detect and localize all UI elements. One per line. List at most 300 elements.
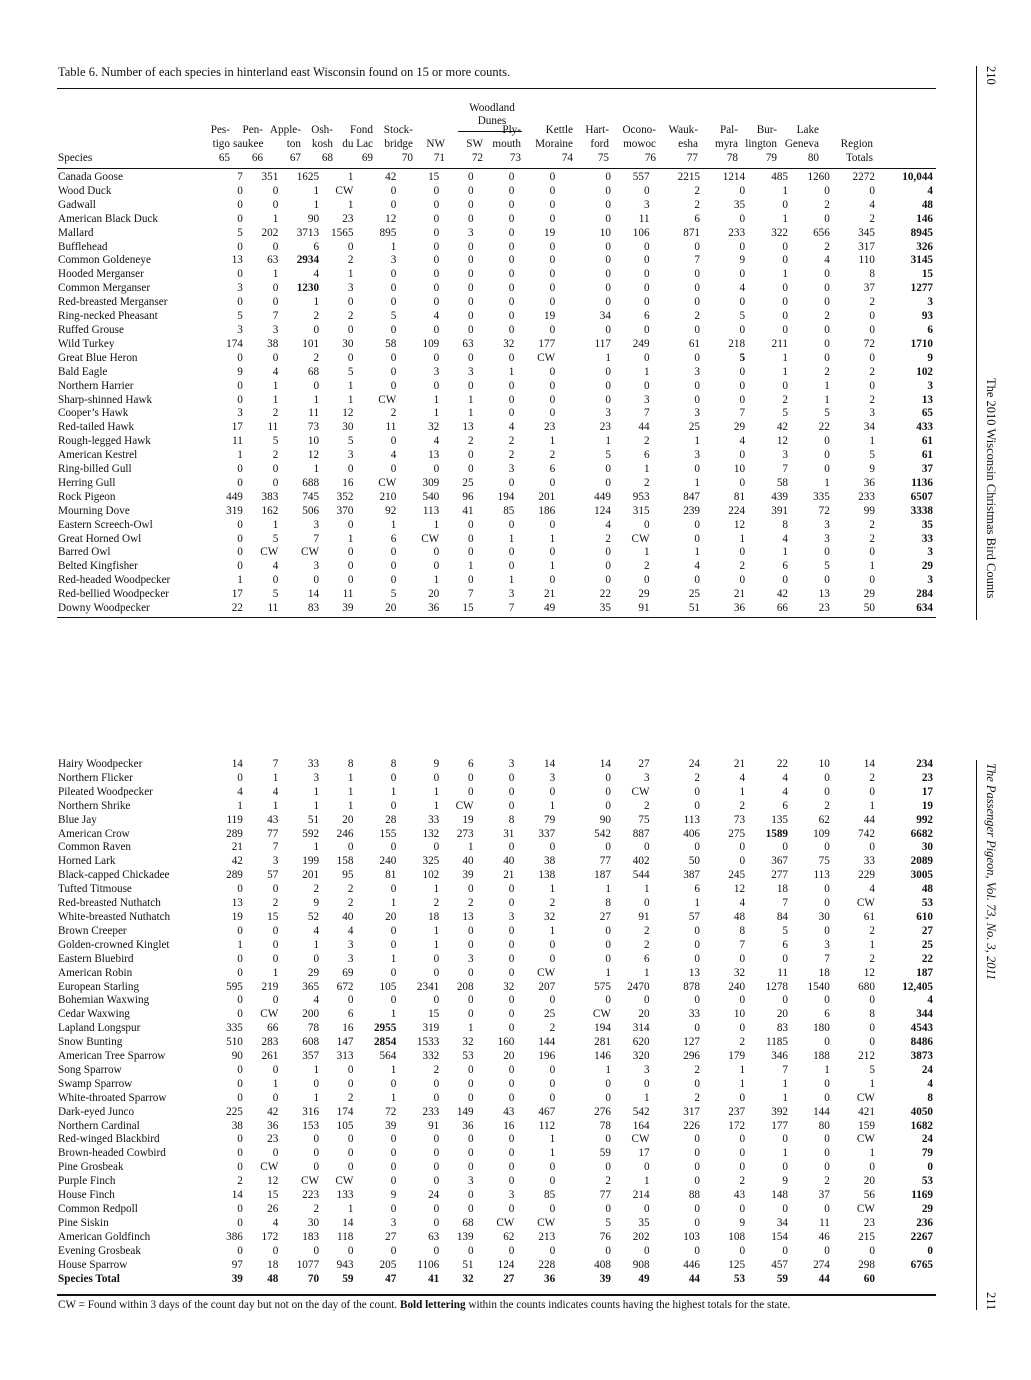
count-cell: 23 bbox=[267, 1133, 279, 1146]
header-line: Bur- bbox=[756, 124, 777, 137]
count-cell: 20 bbox=[428, 588, 440, 601]
count-cell: 1 bbox=[468, 841, 474, 854]
count-cell: 0 bbox=[237, 1216, 243, 1229]
region-total: 27 bbox=[921, 924, 933, 937]
count-cell: 1 bbox=[390, 952, 397, 965]
header-column bbox=[416, 124, 445, 166]
species-name: Horned Lark bbox=[58, 855, 116, 868]
header-line: 69 bbox=[361, 152, 373, 165]
count-cell: 0 bbox=[869, 310, 875, 323]
count-cell: 0 bbox=[549, 254, 556, 267]
count-cell: 0 bbox=[272, 938, 279, 951]
header-line: mowoc bbox=[623, 138, 656, 151]
header-line: 70 bbox=[401, 152, 413, 165]
count-cell: 194 bbox=[497, 490, 515, 503]
count-cell: 1 bbox=[643, 883, 650, 896]
count-cell: 1 bbox=[272, 212, 279, 225]
page-number-bottom: 211 bbox=[984, 1292, 998, 1311]
species-name: Hairy Woodpecker bbox=[58, 758, 143, 770]
count-cell: 0 bbox=[272, 476, 279, 489]
count-cell: 3 bbox=[468, 365, 474, 378]
count-cell: 1 bbox=[433, 518, 440, 531]
count-cell: 1 bbox=[313, 463, 320, 476]
count-cell: 0 bbox=[508, 393, 515, 406]
count-cell: 18 bbox=[428, 910, 440, 923]
count-cell: 2 bbox=[824, 310, 830, 323]
count-cell: 3 bbox=[508, 910, 515, 923]
count-cell: 81 bbox=[733, 490, 746, 503]
count-cell: 1 bbox=[237, 799, 243, 812]
count-cell: 0 bbox=[433, 966, 440, 979]
header-column bbox=[376, 124, 413, 166]
count-cell: 5 bbox=[782, 924, 788, 937]
part1-bottom-rule bbox=[57, 617, 936, 618]
count-cell: 2 bbox=[782, 393, 788, 406]
count-cell: 0 bbox=[824, 883, 830, 896]
count-cell: 4 bbox=[272, 365, 279, 378]
count-cell: 0 bbox=[313, 1147, 320, 1160]
count-cell: 0 bbox=[824, 841, 830, 854]
count-cell: 0 bbox=[643, 518, 650, 531]
count-cell: 1 bbox=[782, 1147, 788, 1160]
count-cell: 41 bbox=[462, 504, 474, 517]
count-cell: 402 bbox=[632, 855, 650, 868]
count-cell: 0 bbox=[390, 546, 397, 559]
count-cell: 2 bbox=[824, 240, 830, 253]
count-cell: 0 bbox=[272, 952, 279, 965]
count-cell: 1625 bbox=[296, 171, 320, 183]
species-name: Bufflehead bbox=[58, 240, 108, 253]
count-cell: 953 bbox=[632, 490, 650, 503]
count-cell: 0 bbox=[782, 296, 788, 309]
count-cell: 30 bbox=[342, 421, 354, 434]
count-cell: 1 bbox=[824, 393, 830, 406]
count-cell: 16 bbox=[342, 476, 354, 489]
count-cell: 0 bbox=[694, 1133, 701, 1146]
count-cell: 2 bbox=[869, 952, 875, 965]
header-line: 74 bbox=[561, 152, 573, 165]
count-cell: 202 bbox=[261, 226, 279, 239]
count-cell: 0 bbox=[643, 282, 650, 295]
count-cell: 0 bbox=[390, 435, 397, 448]
count-cell: 18 bbox=[776, 883, 788, 896]
count-cell: 0 bbox=[508, 1022, 515, 1035]
count-cell: 0 bbox=[468, 966, 474, 979]
count-cell: 1 bbox=[237, 449, 243, 462]
count-cell: 0 bbox=[272, 351, 279, 364]
region-total: 8486 bbox=[910, 1036, 933, 1049]
count-cell: 4 bbox=[313, 924, 320, 937]
count-cell: 0 bbox=[433, 994, 440, 1007]
count-cell: 0 bbox=[605, 282, 611, 295]
count-cell: 21 bbox=[733, 588, 746, 601]
count-cell: 224 bbox=[728, 504, 746, 517]
region-total: 3338 bbox=[910, 504, 933, 517]
count-cell: 33 bbox=[307, 758, 320, 770]
running-title-bottom: The Passenger Pigeon, Vol. 73, No. 3, 2011 bbox=[984, 763, 998, 981]
species-total-cell: 49 bbox=[638, 1272, 650, 1285]
table-row bbox=[57, 1245, 936, 1259]
species-total-cell: 44 bbox=[688, 1272, 701, 1285]
count-cell: 1 bbox=[549, 532, 556, 545]
count-cell: 240 bbox=[728, 980, 746, 993]
count-cell: CW bbox=[537, 1216, 556, 1229]
count-cell: 1 bbox=[313, 393, 320, 406]
count-cell: 0 bbox=[237, 296, 243, 309]
count-cell: 113 bbox=[683, 813, 701, 826]
count-cell: 237 bbox=[728, 1105, 746, 1118]
count-cell: 228 bbox=[538, 1258, 556, 1271]
count-cell: 147 bbox=[336, 1036, 354, 1049]
count-cell: 43 bbox=[267, 813, 279, 826]
header-line: 78 bbox=[726, 152, 738, 165]
count-cell: 313 bbox=[336, 1050, 354, 1063]
count-cell: 1 bbox=[272, 379, 279, 392]
count-cell: 23 bbox=[543, 421, 556, 434]
count-cell: 1 bbox=[272, 771, 279, 784]
count-cell: 1214 bbox=[722, 171, 746, 183]
count-cell: 16 bbox=[503, 1119, 515, 1132]
count-cell: 0 bbox=[237, 1063, 243, 1076]
count-cell: CW bbox=[301, 1175, 320, 1188]
count-cell: 0 bbox=[824, 924, 830, 937]
count-cell: 0 bbox=[869, 841, 875, 854]
region-total: 19 bbox=[921, 799, 933, 812]
count-cell: 0 bbox=[390, 351, 397, 364]
count-cell: 0 bbox=[390, 365, 397, 378]
count-cell: 68 bbox=[462, 1216, 474, 1229]
species-name: Rough-legged Hawk bbox=[58, 435, 151, 448]
count-cell: 0 bbox=[468, 1077, 474, 1090]
species-total-cell: 48 bbox=[267, 1272, 279, 1285]
count-cell: 847 bbox=[683, 490, 701, 503]
count-cell: 0 bbox=[433, 296, 440, 309]
count-cell: 3 bbox=[643, 198, 650, 211]
count-cell: 3 bbox=[508, 588, 515, 601]
species-name: Red-bellied Woodpecker bbox=[58, 588, 170, 601]
count-cell: 0 bbox=[824, 1077, 830, 1090]
count-cell: 49 bbox=[543, 602, 556, 615]
region-total: 4 bbox=[927, 1077, 933, 1090]
count-cell: 92 bbox=[385, 504, 397, 517]
count-cell: 20 bbox=[503, 1050, 515, 1063]
count-cell: 4 bbox=[313, 994, 320, 1007]
count-cell: 11 bbox=[267, 421, 279, 434]
count-cell: 1 bbox=[313, 938, 320, 951]
count-cell: 5 bbox=[347, 365, 354, 378]
count-cell: 0 bbox=[869, 546, 875, 559]
count-cell: 1 bbox=[782, 365, 788, 378]
count-cell: 42 bbox=[776, 588, 788, 601]
count-cell: CW bbox=[856, 1133, 875, 1146]
count-cell: 7 bbox=[739, 407, 746, 420]
header-line: kosh bbox=[311, 138, 333, 151]
count-cell: 22 bbox=[231, 602, 243, 615]
region-total: 10,044 bbox=[902, 171, 933, 183]
species-name: Gadwall bbox=[58, 198, 96, 211]
count-cell: 20 bbox=[863, 1175, 875, 1188]
table-row bbox=[57, 185, 936, 199]
header-line: Apple- bbox=[269, 124, 301, 137]
count-cell: 0 bbox=[824, 212, 830, 225]
count-cell: 27 bbox=[638, 758, 650, 770]
header-line: Pen- bbox=[242, 124, 263, 137]
count-cell: 2 bbox=[643, 435, 650, 448]
table-row bbox=[57, 1064, 936, 1078]
header-column bbox=[612, 124, 656, 166]
header-column bbox=[336, 124, 373, 166]
count-cell: 608 bbox=[302, 1036, 320, 1049]
count-cell: 337 bbox=[538, 827, 556, 840]
count-cell: 0 bbox=[824, 1244, 830, 1257]
species-name: Great Horned Owl bbox=[58, 532, 142, 545]
count-cell: 0 bbox=[237, 532, 243, 545]
count-cell: 0 bbox=[605, 296, 611, 309]
count-cell: 44 bbox=[638, 421, 650, 434]
woodland-label: Woodland bbox=[469, 102, 515, 114]
count-cell: 0 bbox=[739, 1203, 746, 1215]
count-cell: 33 bbox=[428, 813, 440, 826]
count-cell: 3 bbox=[643, 393, 650, 406]
count-cell: 0 bbox=[468, 351, 474, 364]
count-cell: 0 bbox=[468, 1063, 474, 1076]
count-cell: 0 bbox=[549, 546, 556, 559]
count-cell: 12 bbox=[776, 435, 788, 448]
count-cell: 1 bbox=[508, 365, 515, 378]
count-cell: 20 bbox=[638, 1008, 650, 1021]
count-cell: 3 bbox=[643, 771, 650, 784]
count-cell: 9 bbox=[739, 1216, 746, 1229]
count-cell: 0 bbox=[782, 379, 788, 392]
species-name: American Robin bbox=[58, 966, 133, 979]
count-cell: CW bbox=[856, 1091, 875, 1104]
count-cell: 205 bbox=[379, 1258, 397, 1271]
count-cell: 0 bbox=[824, 282, 830, 295]
count-cell: 275 bbox=[728, 827, 746, 840]
species-name: Red-breasted Merganser bbox=[58, 296, 168, 309]
count-cell: 96 bbox=[462, 490, 474, 503]
count-cell: 1 bbox=[237, 938, 243, 951]
count-cell: 3 bbox=[272, 855, 279, 868]
count-cell: 1 bbox=[433, 938, 440, 951]
count-cell: 2 bbox=[739, 560, 746, 573]
region-total: 1277 bbox=[910, 282, 933, 295]
count-cell: 11 bbox=[342, 588, 354, 601]
count-cell: 19 bbox=[462, 813, 474, 826]
header-column bbox=[486, 124, 521, 166]
count-cell: 1 bbox=[390, 785, 397, 798]
table-row bbox=[57, 491, 936, 505]
count-cell: 36 bbox=[428, 602, 440, 615]
region-total: 24 bbox=[921, 1063, 933, 1076]
count-cell: 0 bbox=[694, 518, 701, 531]
count-cell: 0 bbox=[508, 938, 515, 951]
header-column bbox=[200, 124, 230, 166]
region-total: 102 bbox=[916, 365, 933, 378]
count-cell: 63 bbox=[267, 254, 279, 267]
count-cell: 1 bbox=[869, 799, 875, 812]
count-cell: 28 bbox=[385, 813, 397, 826]
count-cell: 21 bbox=[733, 758, 746, 770]
count-cell: 2 bbox=[313, 351, 320, 364]
species-name: Wood Duck bbox=[58, 184, 112, 197]
count-cell: 246 bbox=[336, 827, 354, 840]
count-cell: 1 bbox=[782, 184, 788, 197]
count-cell: 188 bbox=[813, 1050, 830, 1063]
table-row bbox=[57, 981, 936, 995]
header-line: 68 bbox=[321, 152, 333, 165]
count-cell: 0 bbox=[549, 1077, 556, 1090]
count-cell: 103 bbox=[683, 1230, 701, 1243]
count-cell: 0 bbox=[433, 240, 440, 253]
count-cell: 0 bbox=[605, 323, 611, 336]
count-cell: 0 bbox=[347, 351, 354, 364]
count-cell: 0 bbox=[237, 560, 243, 573]
count-cell: 544 bbox=[632, 869, 650, 882]
count-cell: 20 bbox=[776, 1008, 788, 1021]
species-total-cell: 53 bbox=[733, 1272, 746, 1285]
count-cell: 316 bbox=[302, 1105, 320, 1118]
count-cell: 73 bbox=[307, 421, 320, 434]
count-cell: 62 bbox=[503, 1230, 515, 1243]
count-cell: 19 bbox=[543, 310, 556, 323]
count-cell: 2 bbox=[694, 771, 701, 784]
count-cell: 0 bbox=[468, 1203, 474, 1215]
region-total: 3 bbox=[927, 546, 933, 559]
count-cell: 0 bbox=[390, 841, 397, 854]
count-cell: 4 bbox=[739, 897, 746, 910]
count-cell: 0 bbox=[605, 379, 611, 392]
species-name: Golden-crowned Kinglet bbox=[58, 938, 170, 951]
count-cell: 0 bbox=[694, 1203, 701, 1215]
species-name: Red-breasted Nuthatch bbox=[58, 897, 161, 910]
count-cell: 34 bbox=[863, 421, 875, 434]
species-table-part1 bbox=[57, 171, 936, 616]
count-cell: 1 bbox=[643, 365, 650, 378]
count-cell: 3 bbox=[390, 254, 397, 267]
count-cell: 5 bbox=[739, 310, 746, 323]
count-cell: 2 bbox=[869, 212, 875, 225]
count-cell: 309 bbox=[422, 476, 440, 489]
count-cell: 200 bbox=[302, 1008, 320, 1021]
count-cell: 14 bbox=[307, 588, 320, 601]
count-cell: 7 bbox=[694, 254, 701, 267]
count-cell: 2955 bbox=[373, 1022, 397, 1035]
count-cell: 7 bbox=[272, 841, 279, 854]
count-cell: 7 bbox=[272, 758, 279, 770]
species-total-cell: 27 bbox=[503, 1272, 515, 1285]
count-cell: 0 bbox=[869, 1244, 875, 1257]
count-cell: 132 bbox=[422, 827, 440, 840]
count-cell: CW bbox=[378, 393, 397, 406]
count-cell: 320 bbox=[632, 1050, 650, 1063]
count-cell: 0 bbox=[643, 841, 650, 854]
count-cell: 1 bbox=[694, 476, 701, 489]
count-cell: 3 bbox=[347, 282, 354, 295]
count-cell: 240 bbox=[379, 855, 397, 868]
count-cell: 0 bbox=[508, 1147, 515, 1160]
header-line: 79 bbox=[765, 152, 777, 165]
count-cell: 322 bbox=[771, 226, 788, 239]
count-cell: 4 bbox=[869, 198, 875, 211]
count-cell: 0 bbox=[824, 435, 830, 448]
count-cell: 0 bbox=[433, 1175, 440, 1188]
count-cell: 5 bbox=[237, 226, 243, 239]
count-cell: 207 bbox=[538, 980, 556, 993]
region-total: 3005 bbox=[910, 869, 933, 882]
count-cell: 0 bbox=[643, 994, 650, 1007]
count-cell: 61 bbox=[688, 337, 701, 350]
count-cell: 2 bbox=[869, 296, 875, 309]
count-cell: CW bbox=[260, 546, 279, 559]
count-cell: 2 bbox=[824, 799, 830, 812]
count-cell: 6 bbox=[390, 532, 397, 545]
count-cell: 4 bbox=[272, 1216, 279, 1229]
count-cell: 1 bbox=[869, 1147, 875, 1160]
count-cell: 0 bbox=[390, 924, 397, 937]
count-cell: 0 bbox=[643, 574, 650, 587]
count-cell: 0 bbox=[508, 184, 515, 197]
species-name: Common Raven bbox=[58, 841, 132, 854]
count-cell: 0 bbox=[869, 994, 875, 1007]
count-cell: 1540 bbox=[807, 980, 830, 993]
count-cell: 119 bbox=[226, 813, 243, 826]
count-cell: 0 bbox=[824, 897, 830, 910]
count-cell: 1 bbox=[782, 212, 788, 225]
count-cell: 0 bbox=[605, 938, 611, 951]
count-cell: 0 bbox=[508, 296, 515, 309]
table-row bbox=[57, 1022, 936, 1036]
count-cell: 1 bbox=[508, 574, 515, 587]
count-cell: 387 bbox=[683, 869, 701, 882]
count-cell: 742 bbox=[858, 827, 875, 840]
count-cell: 196 bbox=[538, 1050, 556, 1063]
count-cell: 42 bbox=[385, 171, 397, 183]
count-cell: 0 bbox=[433, 560, 440, 573]
count-cell: 365 bbox=[302, 980, 320, 993]
count-cell: 29 bbox=[863, 588, 875, 601]
footnote-cw: CW = Found within 3 days of the count day but not on the day of the count. bbox=[58, 1299, 398, 1311]
count-cell: 0 bbox=[237, 966, 243, 979]
header-line: 77 bbox=[686, 152, 698, 165]
count-cell: 592 bbox=[302, 827, 320, 840]
count-cell: 3 bbox=[272, 323, 279, 336]
count-cell: 391 bbox=[771, 504, 788, 517]
count-cell: 0 bbox=[605, 198, 611, 211]
count-cell: 3 bbox=[508, 758, 515, 770]
count-cell: 467 bbox=[538, 1105, 556, 1118]
count-cell: 0 bbox=[313, 1244, 320, 1257]
header-line: Stock- bbox=[383, 124, 413, 137]
count-cell: 0 bbox=[508, 1008, 515, 1021]
count-cell: 4 bbox=[347, 924, 354, 937]
count-cell: CW bbox=[537, 351, 556, 364]
count-cell: 32 bbox=[503, 337, 515, 350]
count-cell: 3 bbox=[433, 365, 440, 378]
count-cell: 20 bbox=[385, 910, 397, 923]
count-cell: 0 bbox=[272, 1091, 279, 1104]
count-cell: 1 bbox=[468, 393, 474, 406]
count-cell: 1 bbox=[605, 1063, 611, 1076]
table-row bbox=[57, 1106, 936, 1120]
species-name: Brown Creeper bbox=[58, 924, 127, 937]
count-cell: 1 bbox=[549, 1147, 556, 1160]
count-cell: 0 bbox=[433, 952, 440, 965]
count-cell: 118 bbox=[337, 1230, 354, 1243]
count-cell: 289 bbox=[226, 869, 243, 882]
count-cell: 31 bbox=[503, 827, 515, 840]
count-cell: 0 bbox=[433, 1133, 440, 1146]
